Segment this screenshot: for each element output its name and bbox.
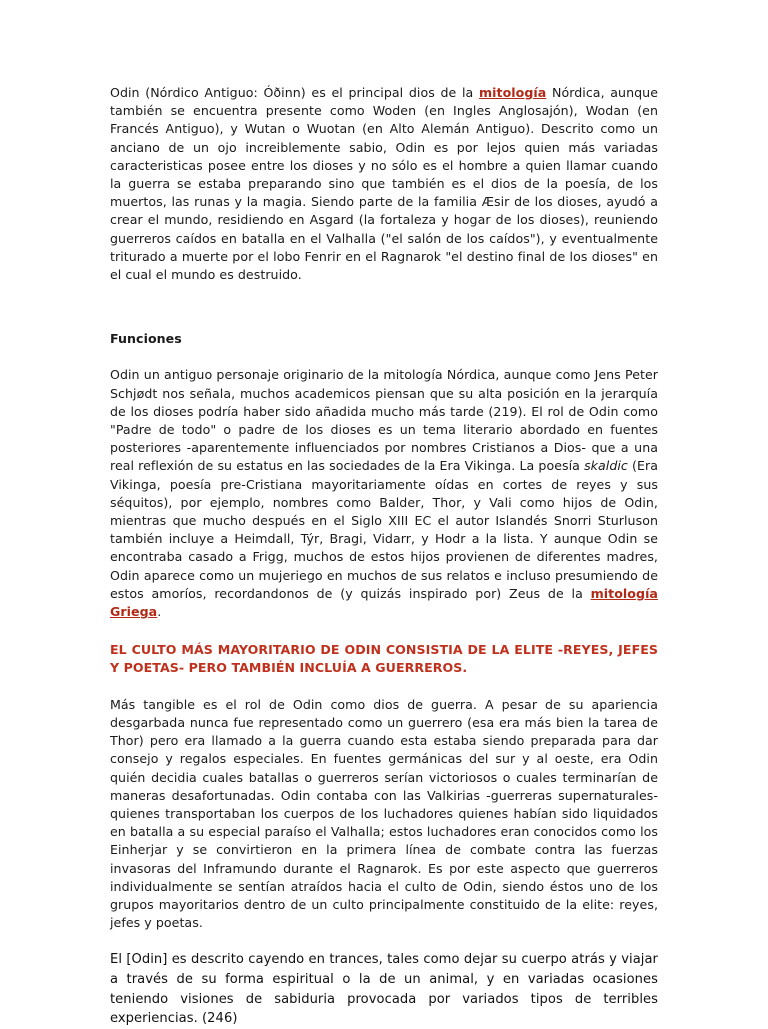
- intro-text-1: Odin (Nórdico Antiguo: Óðinn) es el principal dios de la: [110, 85, 479, 100]
- mitologia-link[interactable]: mitología: [478, 85, 547, 100]
- culto-heading: EL CULTO MÁS MAYORITARIO DE ODIN CONSISTIA DE LA ELITE -REYES, JEFES Y POETAS- PERO TAMBIÉN INCLUÍA A GUERREROS.: [110, 642, 658, 676]
- trances-paragraph: El [Odin] es descrito cayendo en trances, tales como dejar su cuerpo atrás y viajar a través de su forma espiritual o la de un animal, y en variadas ocasiones teniendo visiones de sabiduria provocada por variados tipos de terribles experiencias. (246): [110, 952, 658, 1027]
- mitologia-griega-link[interactable]: mitología Griega: [110, 585, 658, 620]
- skaldic-term: skaldic: [584, 458, 628, 474]
- document-page: [110, 84, 658, 1029]
- guerra-paragraph: Más tangible es el rol de Odin como dios de guerra. A pesar de su apariencia desgarbada nunca fue representado como un guerrero (esa era más bien la tarea de Thor) pero era llamado a la guerra cuando esta estaba siendo preparada para dar consejo y regalos especiales. En fuentes germánicas del sur y al oeste, era Odin quién decidia cuales batallas o guerreros serían victoriosos o cuales terminarían de maneras desafortunadas. Odin contaba con las Valkirias -guerreras supernaturales- quienes transportaban los cuerpos de los luchadores quienes habían sido liquidados en batalla a su especial paraíso el Valhalla; estos luchadores eran conocidos como los Einherjar y se convirtieron en la primera línea de combate contra las fuerzas invasoras del Inframundo durante el Ragnarok. Es por este aspecto que guerreros individualmente se sentían atraídos hacia el culto de Odin, siendo éstos uno de los grupos mayoritarios dentro de un culto principalmente constituido de la elite: reyes, jefes y poetas.: [110, 696, 658, 931]
- funciones-text-1: Odin un antiguo personaje originario de la mitología Nórdica, aunque como Jens Peter Schjødt nos señala, muchos academicos piensan que su alta posición en la jerarquía de los dioses podría haber sido añadida mucho más tarde (219). El rol de Odin como "Padre de todo" o padre de los dioses es un tema literario abordado en fuentes posteriores -aparentemente influenciados por nombres Cristianos a Dios- que a una real reflexión de su estatus en las sociedades de la Era Vikinga. La poesía: [110, 367, 658, 474]
- funciones-paragraph: [110, 366, 658, 621]
- section-heading-funciones: Funciones: [110, 331, 182, 347]
- funciones-text-2: (Era Vikinga, poesía pre-Cristiana mayoritariamente oídas en cortes de reyes y sus séquitos), por ejemplo, nombres como Balder, Thor, y Vali como hijos de Odin, mientras que mucho después en el Siglo XIII EC el autor Islandés Snorri Sturluson también incluye a Heimdall, Týr, Bragi, Vidarr, y Hodr a la lista. Y aunque Odin se encontraba casado a Frigg, muchos de estos hijos provienen de diferentes madres, Odin aparece como un mujeriego en muchos de sus relatos e incluso presumiendo de estos amoríos, recordandonos de (y quizás inspirado por) Zeus de la: [110, 458, 658, 601]
- intro-paragraph: [110, 84, 658, 284]
- funciones-text-3: .: [157, 604, 162, 620]
- intro-text-2: Nórdica, aunque también se encuentra presente como Woden (en Ingles Anglosajón), Wodan (en Francés Antiguo), y Wutan o Wuotan (en Alto Alemán Antiguo). Descrito como un anciano de un ojo increiblemente sabio, Odin es por lejos quien más variadas caracteristicas posee entre los dioses y no sólo es el hombre a quien llamar cuando la guerra se estaba preparando sino que también es el dios de la poesía, de los muertos, las runas y la magia. Siendo parte de la familia Æsir de los dioses, ayudó a crear el mundo, residiendo en Asgard (la fortaleza y hogar de los dioses), reuniendo guerreros caídos en batalla en el Valhalla ("el salón de los caídos"), y eventualmente triturado a muerte por el lobo Fenrir en el Ragnarok "el destino final de los dioses" en el cual el mundo es destruido.: [110, 85, 658, 283]
